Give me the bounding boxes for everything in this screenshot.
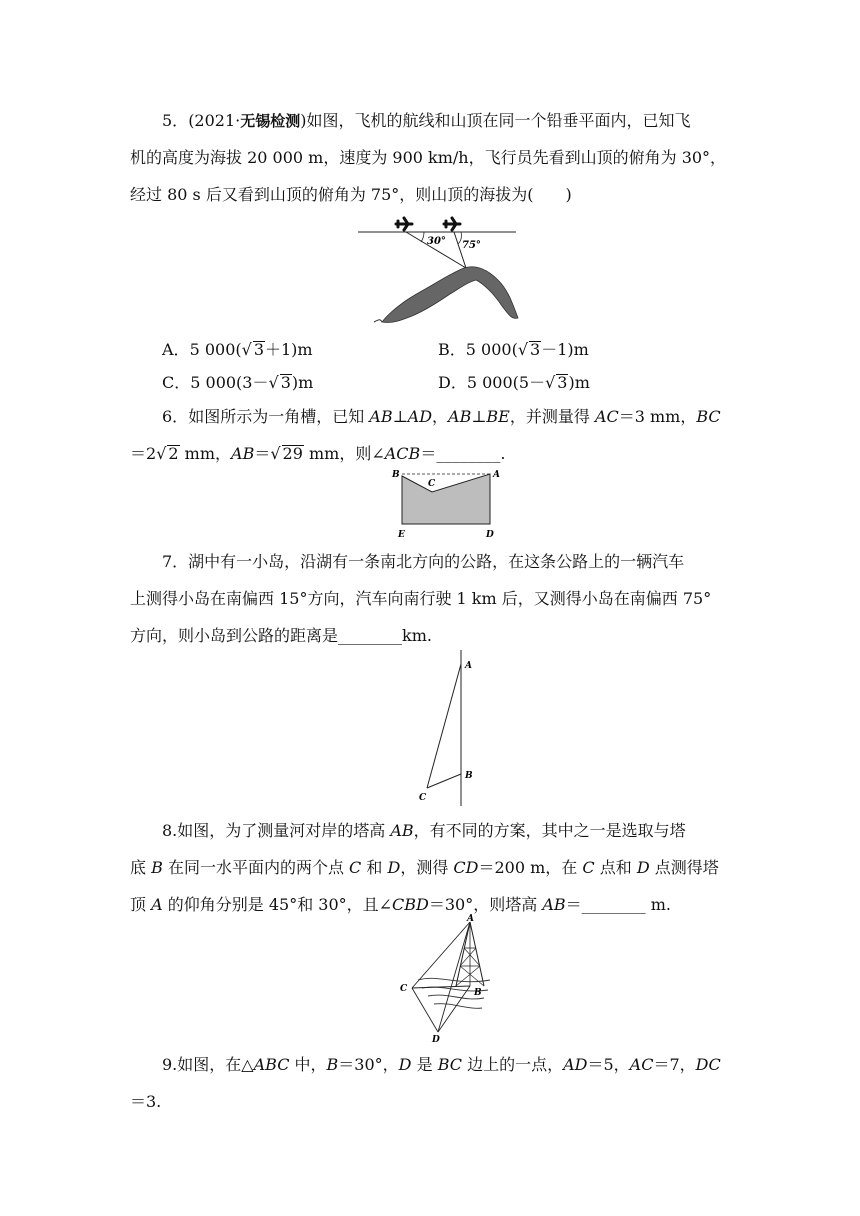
q6-label-d: D bbox=[486, 530, 494, 540]
q9-text-1d: 是 bbox=[411, 1055, 438, 1074]
q5-option-b: B．5 000(√ 3－1)m bbox=[438, 340, 589, 359]
q9-text-1c: ＝30°， bbox=[338, 1055, 399, 1074]
q9-text-1f: ＝5， bbox=[587, 1055, 630, 1074]
q6-text-2: ，并测量得 bbox=[509, 407, 595, 426]
q6-var-ac: AC bbox=[594, 407, 619, 426]
q8-var-ab: AB bbox=[542, 895, 566, 914]
q8-text-2e: ＝200 m，在 bbox=[478, 858, 583, 877]
q9-var-bc: BC bbox=[437, 1055, 462, 1074]
q8-line-1 bbox=[130, 812, 730, 849]
q6-text-3: ＝3 mm， bbox=[618, 407, 697, 426]
q9-var-dc: DC bbox=[695, 1055, 721, 1074]
q9-line-1 bbox=[130, 1046, 730, 1083]
q8-text-3c: ＝30°，则塔高 bbox=[428, 895, 543, 914]
q8-text-1a: 8.如图，为了测量河对岸的塔高 bbox=[162, 821, 391, 840]
q8-text-1b: ，有不同的方案，其中之一是选取与塔 bbox=[413, 821, 686, 840]
q7-label-a: A bbox=[465, 661, 472, 671]
q8-figure bbox=[398, 914, 498, 1044]
question-9 bbox=[130, 1046, 730, 1120]
q6-eq: ＝2 bbox=[130, 444, 157, 463]
q9-var-b: B bbox=[326, 1055, 339, 1074]
q8-text-2a: 底 bbox=[130, 858, 152, 877]
option-a-pre: 5 000( bbox=[189, 340, 242, 359]
q9-var-ad: AD bbox=[563, 1055, 588, 1074]
q8-text-2b: 在同一水平面内的两个点 bbox=[162, 858, 350, 877]
option-d-label: D． bbox=[438, 373, 467, 392]
q5-angle-30-label: 30° bbox=[427, 236, 446, 247]
q8-var-a: A bbox=[151, 895, 163, 914]
q9-text-1b: 中， bbox=[289, 1055, 327, 1074]
q5-line-1 bbox=[130, 102, 730, 139]
q5-option-a: A．5 000(√ 3＋1)m bbox=[162, 340, 313, 359]
option-a-label: A． bbox=[162, 340, 190, 359]
q5-number: 5． bbox=[162, 111, 189, 130]
q6-var-ab: AB bbox=[448, 407, 472, 426]
option-c-post: )m bbox=[291, 373, 314, 392]
q8-text-3d: ＝________ m. bbox=[565, 895, 671, 914]
q6-label-c: C bbox=[428, 479, 436, 489]
q8-var-b: B bbox=[151, 858, 163, 877]
q5-source-open: (2021· bbox=[188, 111, 241, 130]
q5-source-close: ) bbox=[300, 111, 307, 130]
q6-blank: ＝________. bbox=[420, 444, 506, 463]
q8-var-c: C bbox=[349, 858, 362, 877]
option-b-radicand: 3 bbox=[530, 340, 541, 359]
question-5 bbox=[130, 102, 730, 213]
q9-var-ac: AC bbox=[629, 1055, 654, 1074]
q8-var-c: C bbox=[582, 858, 595, 877]
q8-var-d: D bbox=[636, 858, 650, 877]
q8-label-b: B bbox=[474, 988, 482, 998]
q6-radicand-29: 29 bbox=[282, 444, 303, 463]
q8-var-d: D bbox=[387, 858, 401, 877]
q5-option-d: D．5 000(5－√ 3)m bbox=[438, 373, 590, 392]
airplane-icon-2 bbox=[444, 218, 460, 230]
q5-angle-75-label: 75° bbox=[462, 240, 481, 251]
q8-var-cd: CD bbox=[453, 858, 479, 877]
question-8 bbox=[130, 812, 730, 923]
option-c-pre: 5 000(3－ bbox=[190, 373, 269, 392]
q6-line-1 bbox=[130, 398, 730, 435]
q8-text-2c: 和 bbox=[361, 858, 388, 877]
option-c-label: C． bbox=[162, 373, 191, 392]
option-a-radicand: 3 bbox=[253, 340, 264, 359]
q7-text-1: 7．湖中有一小岛，沿湖有一条南北方向的公路，在这条公路上的一辆汽车 bbox=[162, 552, 685, 571]
airplane-icon-1 bbox=[396, 218, 412, 230]
q5-text-2: 机的高度为海拔 20 000 m，速度为 900 km/h，飞行员先看到山顶的俯角为 30°， bbox=[130, 148, 727, 167]
q7-text-2: 上测得小岛在南偏西 15°方向，汽车向南行驶 1 km 后，又测得小岛在南偏西 75° bbox=[130, 589, 712, 608]
q8-var-cbd: CBD bbox=[392, 895, 429, 914]
q6-number: 6． bbox=[162, 407, 189, 426]
q8-label-c: C bbox=[400, 984, 408, 994]
q6-var-ad: AD bbox=[407, 407, 433, 426]
q9-text-1g: ＝7， bbox=[653, 1055, 696, 1074]
q8-var-ab: AB bbox=[390, 821, 414, 840]
mountain-shape bbox=[382, 267, 518, 323]
q6-radicand-2: 2 bbox=[168, 444, 179, 463]
option-b-label: B． bbox=[438, 340, 466, 359]
q7-label-c: C bbox=[419, 793, 427, 803]
q6-eq2: ＝ bbox=[254, 444, 271, 463]
option-d-radicand: 3 bbox=[557, 373, 568, 392]
option-d-pre: 5 000(5－ bbox=[466, 373, 546, 392]
q8-text-2g: 点测得塔 bbox=[649, 858, 719, 877]
q6-var-ab: AB bbox=[231, 444, 255, 463]
q6-text-4: mm，则∠ bbox=[303, 444, 385, 463]
q8-text-2f: 点和 bbox=[594, 858, 637, 877]
q6-var-bc: BC bbox=[696, 407, 721, 426]
option-a-post: ＋1)m bbox=[265, 340, 313, 359]
q5-option-c: C．5 000(3－√ 3)m bbox=[162, 373, 314, 392]
question-6 bbox=[130, 398, 730, 472]
q9-text-1a: 9.如图，在△ bbox=[162, 1055, 254, 1074]
option-c-radicand: 3 bbox=[280, 373, 291, 392]
q8-label-a: A bbox=[467, 914, 474, 924]
q6-perp: ⊥ bbox=[392, 407, 408, 426]
q8-line-2 bbox=[130, 849, 730, 886]
q6-perp: ⊥ bbox=[471, 407, 487, 426]
q6-label-e: E bbox=[398, 530, 405, 540]
q6-figure bbox=[390, 464, 505, 542]
q9-text-2: ＝3. bbox=[130, 1092, 162, 1111]
option-d-post: )m bbox=[568, 373, 590, 392]
q6-label-a: A bbox=[493, 470, 500, 480]
q8-text-3a: 顶 bbox=[130, 895, 152, 914]
q6-var-be: BE bbox=[486, 407, 510, 426]
q7-figure bbox=[415, 648, 485, 808]
q8-text-3b: 的仰角分别是 45°和 30°，且∠ bbox=[162, 895, 393, 914]
q9-text-1e: 边上的一点， bbox=[461, 1055, 564, 1074]
q7-label-b: B bbox=[465, 771, 473, 781]
option-b-pre: 5 000( bbox=[465, 340, 518, 359]
q6-line-2: ＝2√ 2 mm，AB＝√ 29 mm，则∠ACB＝________. bbox=[130, 444, 506, 463]
option-b-post: －1)m bbox=[541, 340, 589, 359]
q9-var-abc: ABC bbox=[253, 1055, 290, 1074]
tower-icon bbox=[456, 922, 484, 986]
q9-var-d: D bbox=[398, 1055, 412, 1074]
q6-text-1: 如图所示为一角槽，已知 bbox=[188, 407, 370, 426]
q5-text-3: 经过 80 s 后又看到山顶的俯角为 75°，则山顶的海拔为( ) bbox=[130, 185, 572, 204]
q6-unit: mm， bbox=[179, 444, 232, 463]
q6-var-acb: ACB bbox=[384, 444, 421, 463]
q6-label-b: B bbox=[392, 470, 400, 480]
q6-var-ab: AB bbox=[369, 407, 393, 426]
q6-comma: ， bbox=[432, 407, 449, 426]
q8-text-2d: ，测得 bbox=[400, 858, 454, 877]
q5-figure bbox=[352, 210, 522, 330]
q8-label-d: D bbox=[432, 1035, 440, 1044]
q5-text-1: 如图，飞机的航线和山顶在同一个铅垂平面内，已知飞 bbox=[306, 111, 691, 130]
question-7 bbox=[130, 543, 730, 654]
q5-source-name: 无锡检测 bbox=[240, 112, 301, 130]
q7-text-3: 方向，则小岛到公路的距离是________km. bbox=[130, 626, 432, 645]
